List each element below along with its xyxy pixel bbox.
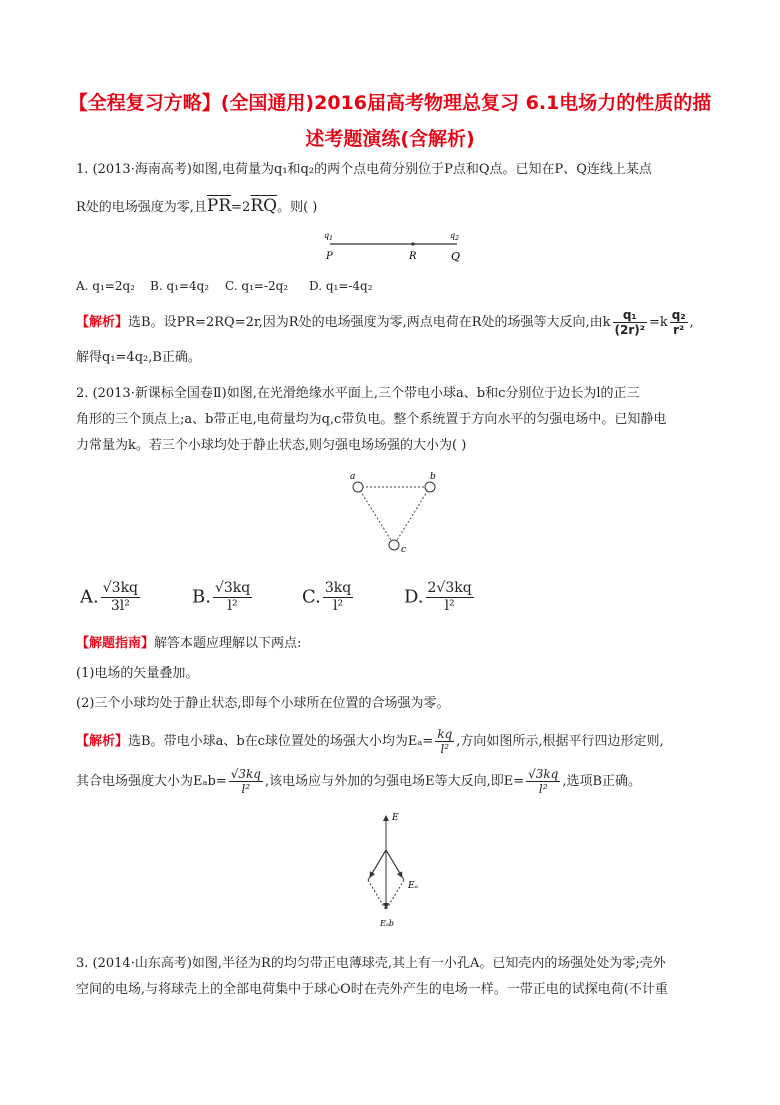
q2-fig-label-c: c [401,545,407,555]
q1-option-a: A. q₁=2q₂ [76,279,135,293]
q1-figure-pq-line [318,228,468,264]
q1-option-c: C. q₁=-2q₂ [225,279,289,293]
q2-fig-label-a: a [350,472,356,482]
document-title-line1: 【全程复习方略】(全国通用)2016届高考物理总复习 6.1电场力的性质的描 [68,92,712,114]
q2-guide-line: 【解题指南】解答本题应理解以下两点: [76,636,302,651]
q1-option-d: D. q₁=-4q₂ [309,279,373,293]
q3-text-line1: 3. (2014·山东高考)如图,半径为R的均匀带正电薄球壳,其上有一小孔A。已知壳内的场强处处为零;壳外 [76,956,666,971]
q1-options [76,276,716,296]
q1-vector-pr: $\overline{PR}$ [206,196,232,216]
q2-vfig-label-eab: Eₐb [380,919,394,928]
q1-text-line1: 1. (2013·海南高考)如图,电荷量为q₁和q₂的两个点电荷分别位于P点和Q点。已知在P、Q连线上某点 [76,162,652,177]
q2-option-d: D. $\frac{2√3kq}{\text{l²}}$ [404,580,472,614]
q1-vector-rq: $\overline{RQ}$ [250,196,278,216]
q2-option-b: B. $\frac{√3kq}{\text{l²}}$ [192,580,251,614]
document-title-line2: 述考题演练(含解析) [305,128,475,150]
q1-analysis-line2: 解得q₁=4q₂,B正确。 [76,350,201,365]
q1-analysis-label: 【解析】 [76,315,129,330]
q1-fig-label-q: Q [451,250,461,263]
q2-text-line3: 力常量为k。若三个小球均处于静止状态,则匀强电场场强的大小为( ) [76,438,467,453]
q3-text-line2: 空间的电场,与将球壳上的全部电荷集中于球心O时在壳外产生的电场一样。一带正电的试探电荷(不计重 [76,982,668,997]
q2-text-line2: 角形的三个顶点上;a、b带正电,电荷量均为q,c带负电。整个系统置于方向水平的匀强电场中。已知静电 [76,412,667,427]
q2-analysis-line2: 其合电场强度大小为Eₐb= $\frac{√3kq}{\text{l²}}$ ,该电场应与外加的匀强电场E等大反向,即E= $\frac{√3kq}{\text{l²}}$ ,选项B正确。 [76,767,642,796]
q2-figure-triangle [344,472,444,556]
q2-vfig-label-ea: Eₐ [408,881,418,891]
q2-text-line1: 2. (2013·新课标全国卷Ⅱ)如图,在光滑绝缘水平面上,三个带电小球a、b和c分别位于边长为l的正三 [76,386,640,401]
q2-figure-vectors [356,808,436,934]
q1-fig-label-p: P [326,251,333,262]
q2-analysis-line1: 【解析】选B。带电小球a、b在c球位置处的场强大小均为Eₐ= $\frac{kq}{\text{l²}}$ ,方向如图所示,根据平行四边形定则, [76,727,664,756]
q1-fig-label-q2: $q_2$ [450,231,459,242]
q1-analysis-line1: 【解析】选B。设PR=2RQ=2r,因为R处的电场强度为零,两点电荷在R处的场强等大反向,由k $\frac{\text{q₁}}{\text{(2r)²}}$ =k $\frac{\text{q₂}}{\text{r²}}$ , [76,308,694,337]
q2-guide-point2: (2)三个小球均处于静止状态,即每个小球所在位置的合场强为零。 [76,696,450,711]
q2-guide-point1: (1)电场的矢量叠加。 [76,666,199,681]
q1-text-line2: R处的电场强度为零,且$\overline{PR}=2\overline{RQ}$。则( ) [76,196,318,216]
q2-analysis-label: 【解析】 [76,734,129,749]
q1-fig-label-r: R [409,251,417,262]
q2-fig-label-b: b [430,472,436,482]
q1-fig-label-q1: $q_1$ [324,231,333,242]
q2-guide-label: 【解题指南】 [76,636,155,651]
q2-vfig-label-e: E [392,813,399,823]
q2-option-c: C. $\frac{3kq}{\text{l²}}$ [302,580,352,614]
q1-option-b: B. q₁=4q₂ [150,279,210,293]
q2-option-a: A. $\frac{√3kq}{\text{3l²}}$ [80,580,139,614]
